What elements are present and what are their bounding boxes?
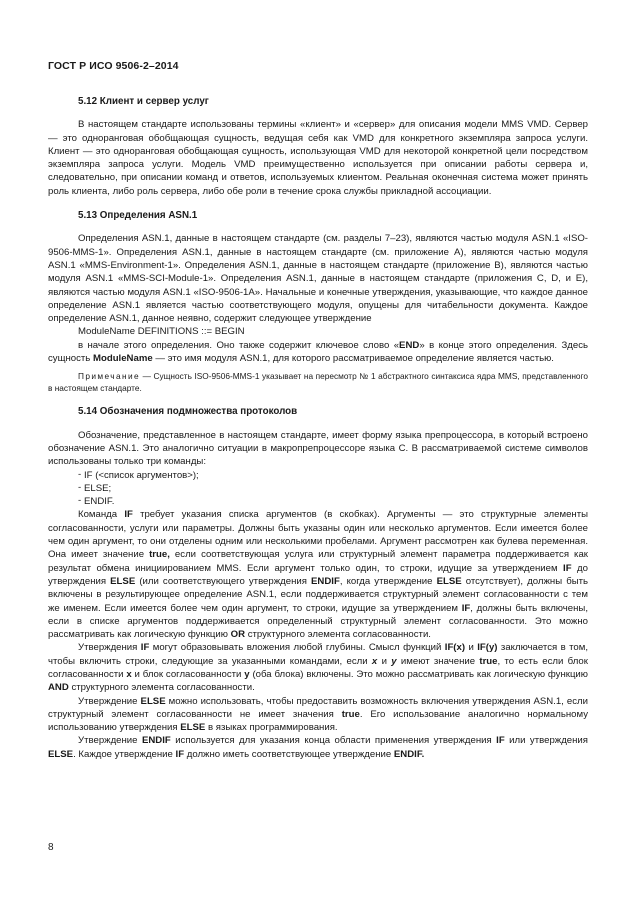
paragraph: Обозначение, представленное в настоящем стандарте, имеет форму языка препроцессора, в который встроено обозначение ASN.1. Это аналогично ситуации в макропрепроцессоре языка С. В рассматриваемой системе символов использованы только три команды: — [48, 429, 588, 468]
paragraph: Утверждения IF могут образовывать вложения любой глубины. Смысл функций IF(x) и IF(y) заключается в том, чтобы включить строки, следующие за указанными командами, если x и y имеют значение true, то есть если блок согласованности х и блок согласованности у (оба блока) включены. Это можно рассматривать как логическую функцию AND структурного элемента согласованности. — [48, 642, 588, 694]
command-list — [48, 469, 588, 509]
section-heading-5-12: 5.12 Клиент и сервер услуг — [78, 96, 209, 107]
code-line: ModuleName DEFINITIONS ::= BEGIN — [78, 326, 245, 338]
standard-header: ГОСТ Р ИСО 9506-2–2014 — [48, 60, 179, 72]
section-heading-5-14: 5.14 Обозначения подмножества протоколов — [78, 406, 298, 418]
paragraph: Утверждение ENDIF используется для указания конца области применения утверждения IF или утверждения ELSE. Каждое утверждение IF должно иметь соответствующее утверждение ENDIF. — [48, 735, 588, 760]
note: Примечание — Сущность ISO-9506-MMS-1 указывает на пересмотр № 1 абстрактного синтаксиса ядра MMS, представленного в настоящем стандарте. — [48, 371, 588, 393]
paragraph: в начале этого определения. Оно также содержит ключевое слово «END» в конце этого определения. Здесь сущность ModuleName — это имя модуля ASN.1, для которого рассматриваемое определение является частью. — [48, 339, 588, 365]
paragraph: В настоящем стандарте использованы термины «клиент» и «сервер» для описания модели MMS VMD. Сервер — это одноранговая обобщающая сущность, ведущая себя как VMD для конкретного экземпляра запроса услуги. Клиент — это одноранговая обобщающая сущность, использующая VMD для некоторой конкретной цели посредством экземпляра запроса услуги. Модель VMD преимущественно используется при описании работы сервера и, следовательно, при описании команд и ответов, используемых клиентом. Реальная оконечная система может принять роль клиента, либо роль сервера, либо обе роли в течение срока службы прикладной ассоциации. — [48, 119, 588, 197]
paragraph: Команда IF требует указания списка аргументов (в скобках). Аргументы — это структурные элементы согласованности, услуги или параметры. Должны быть указаны один или несколько аргументов. Если имеется более чем один аргумент, то они отделены одним или несколькими пробелами. Аргумент рассмотрен как булева переменная. Она имеет значение true, если соответствующая услуга или структурный элемент параметра поддерживается как результат обмена инициированием MMS. Если аргумент только один, то строки, идущие за утверждением IF до утверждения ELSE (или соответствующего утверждения ENDIF, когда утверждение ELSE отсутствует), должны быть включены в результирующее определение ASN.1, если поддерживается структурный элемент согласованности с тем же именем. Если имеется более чем один аргумент, то строки, идущие за утверждением IF, должны быть включены, если в списке аргументов поддерживается определенный структурный элемент согласованности. Это можно рассматривать как логическую функцию OR структурного элемента согласованности. — [48, 509, 588, 641]
page-number: 8 — [48, 842, 54, 853]
section-heading-5-13: 5.13 Определения ASN.1 — [78, 210, 198, 222]
list-item: - IF (<список аргументов>); — [78, 469, 588, 482]
list-item: - ENDIF. — [78, 495, 588, 508]
paragraph: Утверждение ELSE можно использовать, чтобы предоставить возможность включения утверждения ASN.1, если структурный элемент согласованности не имеет значения true. Его использование аналогично нормальному использованию утверждения ELSE в языках программирования. — [48, 695, 589, 734]
list-item: - ELSE; — [78, 482, 588, 495]
paragraph: Определения ASN.1, данные в настоящем стандарте (см. разделы 7–23), являются частью модуля ASN.1 «ISO-9506-MMS-1». Определения ASN.1, данные в настоящем стандарте (см. приложение А), являются частью модуля ASN.1 «MMS-Environment-1». Определения ASN.1, данные в настоящем стандарте (приложение В), являются частью модуля ASN.1 «MMS-SCI-Module-1». Определения ASN.1, данные в настоящем стандарте (приложения С, D, и Е), являются частью модуля ASN.1 «ISO-9506-1А». Начальные и конечные утверждения, указывающие, что каждое данное определение ASN.1 является частью соответствующего модуля, опущены для читабельности документа. Каждое определение ASN.1, данное неявно, содержит следующее утверждение — [48, 233, 588, 325]
note-label: Примечание — [78, 371, 141, 382]
page-content — [48, 95, 588, 761]
